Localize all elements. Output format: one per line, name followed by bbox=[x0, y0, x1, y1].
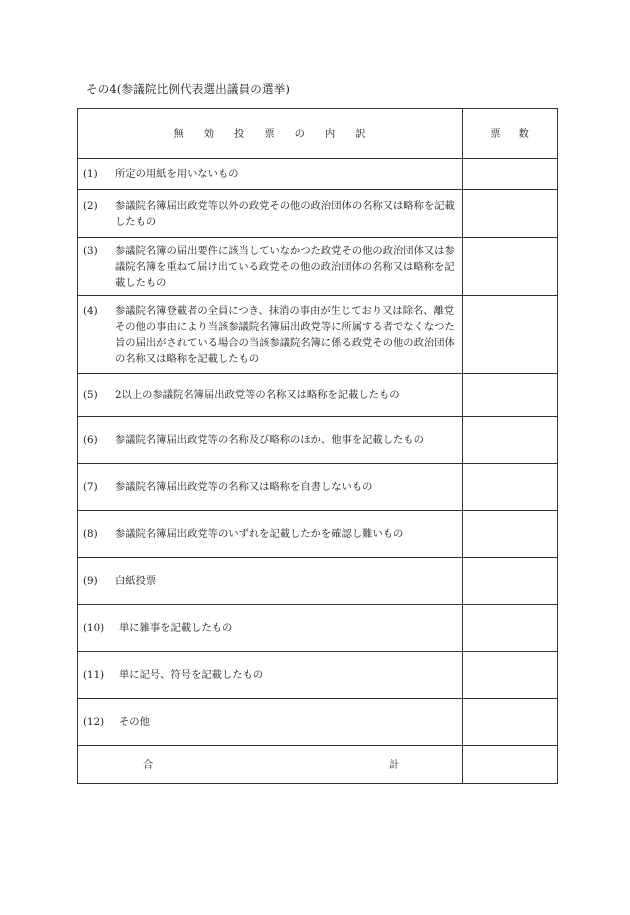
row-text: 参議院名簿届出政党等の名称又は略称を自書しないもの bbox=[115, 481, 373, 493]
row-description bbox=[78, 159, 463, 190]
row-votes[interactable] bbox=[463, 652, 558, 699]
total-label-left: 合 bbox=[143, 758, 154, 771]
row-description bbox=[78, 652, 463, 699]
table-row bbox=[78, 238, 558, 296]
row-votes[interactable] bbox=[463, 699, 558, 746]
total-row bbox=[78, 746, 558, 784]
row-text: 2以上の参議院名簿届出政党等の名称又は略称を記載したもの bbox=[115, 389, 400, 401]
row-number: (2) bbox=[83, 199, 98, 212]
row-text: 所定の用紙を用いないもの bbox=[115, 168, 239, 180]
row-description bbox=[78, 417, 463, 464]
total-label bbox=[78, 746, 463, 784]
header-votes: 票数 bbox=[463, 109, 558, 159]
total-votes[interactable] bbox=[463, 746, 558, 784]
total-label-right: 計 bbox=[389, 758, 400, 771]
row-text: 参議院名簿届出政党等以外の政党その他の政治団体の名称又は略称を記載したもの bbox=[115, 199, 455, 228]
page-title: その4(参議院比例代表選出議員の選挙) bbox=[86, 82, 291, 96]
table-row bbox=[78, 652, 558, 699]
row-description bbox=[78, 699, 463, 746]
header-description: 無効投票の内訳 bbox=[78, 109, 463, 159]
row-description bbox=[78, 511, 463, 558]
row-description bbox=[78, 464, 463, 511]
row-text: 参議院名簿の届出要件に該当していなかつた政党その他の政治団体又は参議院名簿を重ねて届け出ている政党その他の政治団体の名称又は略称を記載したもの bbox=[115, 244, 455, 289]
row-text: 単に雑事を記載したもの bbox=[119, 622, 233, 634]
table-header-row bbox=[78, 109, 558, 159]
row-number: (8) bbox=[83, 528, 98, 540]
row-number: (11) bbox=[83, 669, 105, 681]
row-votes[interactable] bbox=[463, 238, 558, 296]
row-votes[interactable] bbox=[463, 374, 558, 417]
row-votes[interactable] bbox=[463, 605, 558, 652]
table-row bbox=[78, 605, 558, 652]
row-description bbox=[78, 558, 463, 605]
table-row bbox=[78, 417, 558, 464]
row-number: (4) bbox=[83, 304, 98, 317]
row-text: 参議院名簿登載者の全員につき、抹消の事由が生じており又は除名、離党その他の事由により当該参議院名簿届出政党等に所属する者でなくなつた旨の届出がされている場合の当該参議院名簿に係る政党その他の政治団体の名称又は略称を記載したもの bbox=[115, 304, 455, 365]
row-description bbox=[78, 296, 463, 374]
row-text: 参議院名簿届出政党等の名称及び略称のほか、他事を記載したもの bbox=[115, 434, 424, 446]
table-row bbox=[78, 511, 558, 558]
row-votes[interactable] bbox=[463, 511, 558, 558]
row-number: (1) bbox=[83, 168, 98, 180]
row-number: (12) bbox=[83, 716, 105, 728]
table-row bbox=[78, 374, 558, 417]
table-row bbox=[78, 296, 558, 374]
table-row bbox=[78, 159, 558, 190]
row-description bbox=[78, 238, 463, 296]
table-row bbox=[78, 190, 558, 238]
invalid-votes-table bbox=[77, 108, 558, 784]
row-votes[interactable] bbox=[463, 558, 558, 605]
table-row bbox=[78, 558, 558, 605]
row-text: 参議院名簿届出政党等のいずれを記載したかを確認し難いもの bbox=[115, 528, 404, 540]
row-number: (9) bbox=[83, 575, 98, 587]
row-number: (3) bbox=[83, 244, 98, 257]
row-votes[interactable] bbox=[463, 464, 558, 511]
row-votes[interactable] bbox=[463, 159, 558, 190]
row-number: (10) bbox=[83, 622, 105, 634]
row-number: (5) bbox=[83, 389, 98, 401]
row-votes[interactable] bbox=[463, 190, 558, 238]
row-description bbox=[78, 190, 463, 238]
table-row bbox=[78, 699, 558, 746]
row-votes[interactable] bbox=[463, 296, 558, 374]
table-row bbox=[78, 464, 558, 511]
row-text: その他 bbox=[119, 716, 150, 728]
row-text: 白紙投票 bbox=[115, 575, 157, 587]
row-description bbox=[78, 374, 463, 417]
row-text: 単に記号、符号を記載したもの bbox=[119, 669, 264, 681]
row-number: (7) bbox=[83, 481, 98, 493]
row-votes[interactable] bbox=[463, 417, 558, 464]
row-number: (6) bbox=[83, 434, 98, 446]
row-description bbox=[78, 605, 463, 652]
